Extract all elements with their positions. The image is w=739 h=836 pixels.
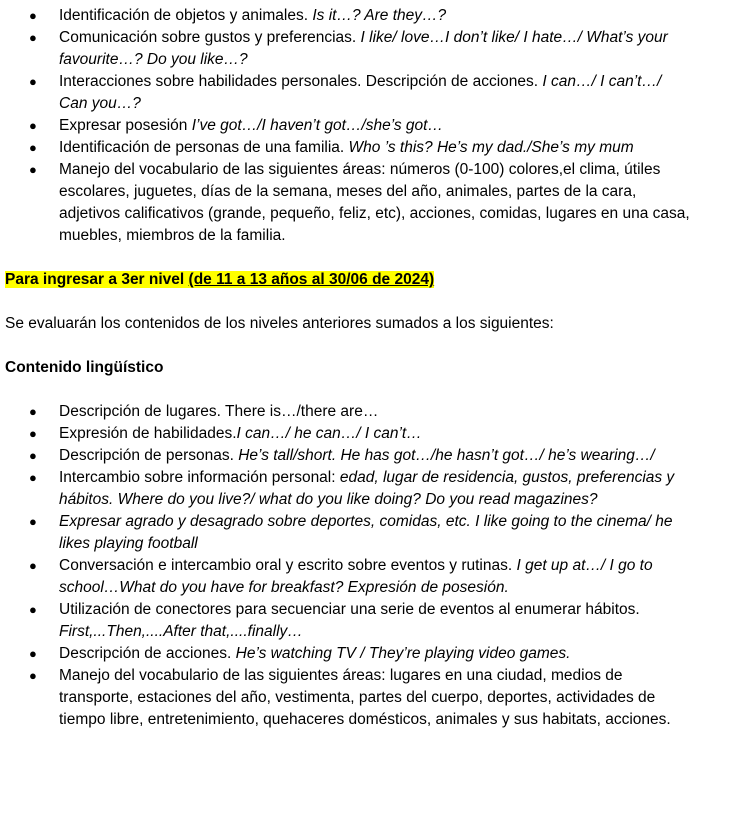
- document-page: [0, 5, 739, 731]
- bullet-icon: ●: [29, 558, 37, 573]
- list-item: ● Expresar posesión I’ve got…/I haven’t got…/she’s got…: [0, 115, 739, 137]
- list-item: ● Descripción de personas. He’s tall/short. He has got…/he hasn’t got…/ he’s wearing…/: [0, 445, 739, 467]
- list-item: ● Identificación de objetos y animales. Is it…? Are they…?: [0, 5, 739, 27]
- level-heading-highlight: Para ingresar a 3er nivel (de 11 a 13 años al 30/06 de 2024): [5, 271, 435, 288]
- list-item: ● Expresión de habilidades.I can…/ he can…/ I can’t…: [0, 423, 739, 445]
- bullet-icon: ●: [29, 448, 37, 463]
- list-item: ● Manejo del vocabulario de las siguientes áreas: lugares en una ciudad, medios de transporte, estaciones del año, vestimenta, partes del cuerpo, deportes, actividades de tiempo libre, entretenimiento, quehaceres domésticos, animales y sus habitats, acciones.: [29, 667, 671, 728]
- list-item: ● Comunicación sobre gustos y preferencias. I like/ love…I don’t like/ I hate…/ What’s your favourite…? Do you like…?: [29, 29, 668, 68]
- bullet-icon: ●: [29, 514, 37, 529]
- section-title: Contenido lingüístico: [5, 359, 164, 376]
- linguistic-content-list: [0, 401, 739, 731]
- list-item: ● Intercambio sobre información personal: edad, lugar de residencia, gustos, preferencias y hábitos. Where do you live?/ what do you like doing? Do you read magazines?: [29, 469, 675, 508]
- bullet-icon: ●: [29, 74, 37, 89]
- list-item: ● Descripción de lugares. There is…/there are…: [0, 401, 739, 423]
- bullet-icon: ●: [29, 426, 37, 441]
- list-item: ● Manejo del vocabulario de las siguientes áreas: números (0-100) colores,el clima, útiles escolares, juguetes, días de la semana, meses del año, animales, partes de la cara, adjetivos calificativos (grande, pequeño, feliz, etc), acciones, comidas, lugares en una casa, muebles, miembros de la familia.: [29, 161, 690, 244]
- list-item: ● Conversación e intercambio oral y escrito sobre eventos y rutinas. I get up at…/ I go to school…What do you have for breakfast? Expresión de posesión.: [29, 557, 653, 596]
- list-item: ● Descripción de acciones. He’s watching TV / They’re playing video games.: [0, 643, 739, 665]
- bullet-icon: ●: [29, 118, 37, 133]
- intro-paragraph: Se evaluarán los contenidos de los niveles anteriores sumados a los siguientes:: [5, 315, 554, 332]
- list-item: ● Expresar agrado y desagrado sobre deportes, comidas, etc. I like going to the cinema/ he likes playing football: [29, 513, 673, 552]
- bullet-icon: ●: [29, 162, 37, 177]
- list-item: ● Identificación de personas de una familia. Who ’s this? He’s my dad./She’s my mum: [0, 137, 739, 159]
- list-item: ● Utilización de conectores para secuenciar una serie de eventos al enumerar hábitos. First,...Then,....After that,....finally…: [29, 601, 640, 640]
- bullet-icon: ●: [29, 602, 37, 617]
- bullet-icon: ●: [29, 30, 37, 45]
- bullet-icon: ●: [29, 646, 37, 661]
- bullet-icon: ●: [29, 404, 37, 419]
- vocabulary-list-level-2: [0, 5, 739, 247]
- age-range-link: (de 11 a 13 años al 30/06 de 2024): [188, 271, 435, 288]
- bullet-icon: ●: [29, 140, 37, 155]
- level-heading: [0, 269, 739, 291]
- list-item: ● Interacciones sobre habilidades personales. Descripción de acciones. I can…/ I can’t…/ Can you…?: [29, 73, 662, 112]
- bullet-icon: ●: [29, 668, 37, 683]
- bullet-icon: ●: [29, 8, 37, 23]
- bullet-icon: ●: [29, 470, 37, 485]
